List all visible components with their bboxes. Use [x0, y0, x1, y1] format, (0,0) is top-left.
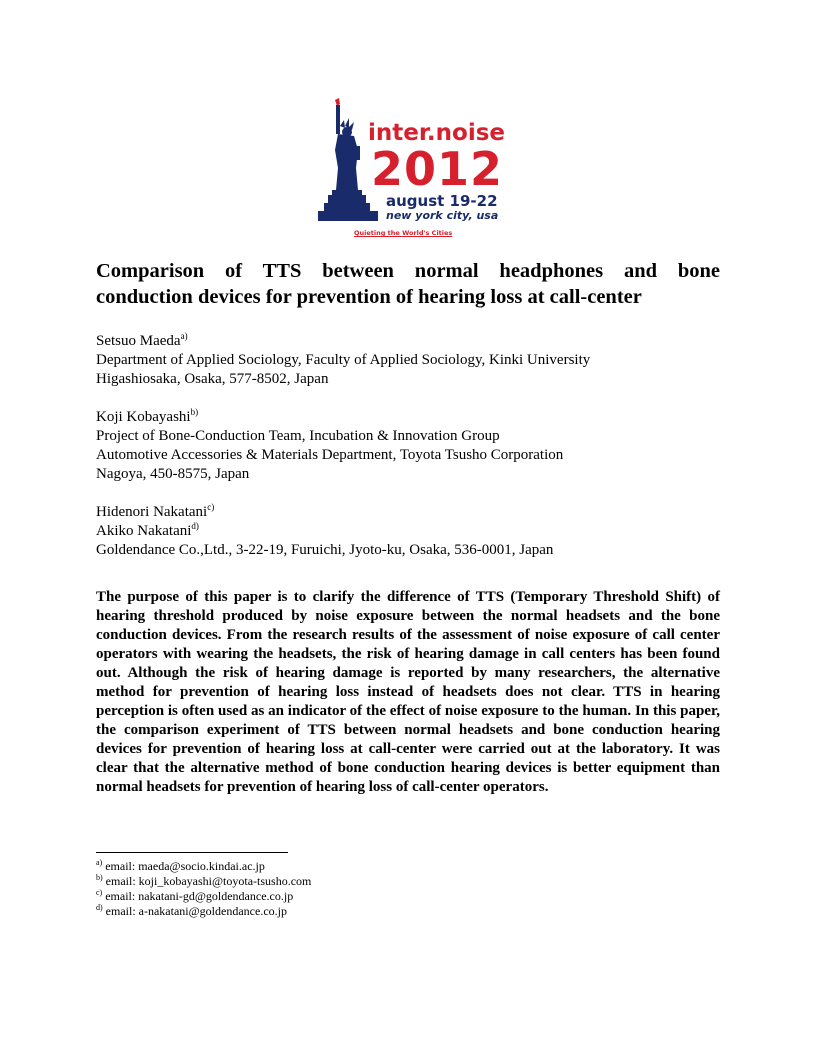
- author-name: Koji Kobayashi$^{b)}$: [96, 407, 199, 425]
- affiliation-line: Automotive Accessories & Materials Department, Toyota Tsusho Corporation: [96, 447, 564, 463]
- logo-dates: august 19-22: [386, 192, 498, 210]
- email-link[interactable]: email: maeda@socio.kindai.ac.jp: [105, 859, 265, 873]
- author-name: Hidenori Nakatani$^{c)}$: [96, 502, 215, 520]
- affiliation-mark: b): [190, 407, 199, 417]
- affiliation-mark: a): [180, 331, 188, 341]
- affiliation-line: Department of Applied Sociology, Faculty of Applied Sociology, Kinki University: [96, 352, 591, 368]
- logo-location: new york city, usa: [386, 209, 499, 222]
- footnote: $^{b)}$ email: koji_kobayashi@toyota-tsusho.com: [96, 873, 312, 888]
- affiliation-line: Higashiosaka, Osaka, 577-8502, Japan: [96, 371, 329, 387]
- footnotes: [96, 859, 311, 919]
- footnote: $^{a)}$ email: maeda@socio.kindai.ac.jp: [96, 858, 265, 873]
- paper-title: [96, 258, 720, 310]
- affiliation-line: Nagoya, 450-8575, Japan: [96, 466, 250, 482]
- email-link[interactable]: email: nakatani-gd@goldendance.co.jp: [105, 889, 294, 903]
- abstract: The purpose of this paper is to clarify the difference of TTS (Temporary Threshold Shift) of hearing threshold produced by noise exposure between the normal headsets and the bone conduction devices. From the research results of the assessment of noise exposure of call center operators with wearing the headsets, the risk of hearing damage in call centers has been found out. Although the risk of hearing damage is reported by many researchers, the alternative method for prevention of hearing loss instead of headsets does not clear. TTS in hearing perception is often used as an indicator of the effect of noise exposure to the human. In this paper, the comparison experiment of TTS between normal headsets and bone conduction hearing devices for prevention of hearing loss at call-center were carried out at the laboratory. It was clear that the alternative method of bone conduction hearing devices is better equipment than normal headsets for prevention of hearing loss of call-center operators.: [96, 589, 720, 795]
- author-block: [96, 332, 720, 560]
- email-link[interactable]: email: koji_kobayashi@toyota-tsusho.com: [105, 874, 312, 888]
- affiliation-mark: d): [191, 521, 199, 531]
- footnote: $^{d)}$ email: a-nakatani@goldendance.co.jp: [96, 903, 287, 918]
- title-line-2: conduction devices for prevention of hearing loss at call-center: [96, 286, 642, 308]
- email-link[interactable]: email: a-nakatani@goldendance.co.jp: [105, 904, 287, 918]
- title-line-1: Comparison of TTS between normal headphones and bone: [96, 260, 720, 282]
- logo-tagline: Quieting the World's Cities: [354, 229, 453, 237]
- logo-inter-noise: inter.noise: [368, 120, 506, 146]
- footnote: $^{c)}$ email: nakatani-gd@goldendance.co.jp: [96, 888, 294, 903]
- affiliation-line: Project of Bone-Conduction Team, Incubation & Innovation Group: [96, 428, 500, 444]
- logo-year: 2012: [371, 142, 504, 196]
- author-name: Setsuo Maeda$^{a)}$: [96, 331, 188, 349]
- author-name: Akiko Nakatani$^{d)}$: [96, 521, 199, 539]
- footnote-divider: [96, 852, 288, 853]
- affiliation-line: Goldendance Co.,Ltd., 3-22-19, Furuichi, Jyoto-ku, Osaka, 536-0001, Japan: [96, 542, 554, 558]
- conference-logo: [318, 98, 504, 244]
- affiliation-mark: c): [207, 502, 215, 512]
